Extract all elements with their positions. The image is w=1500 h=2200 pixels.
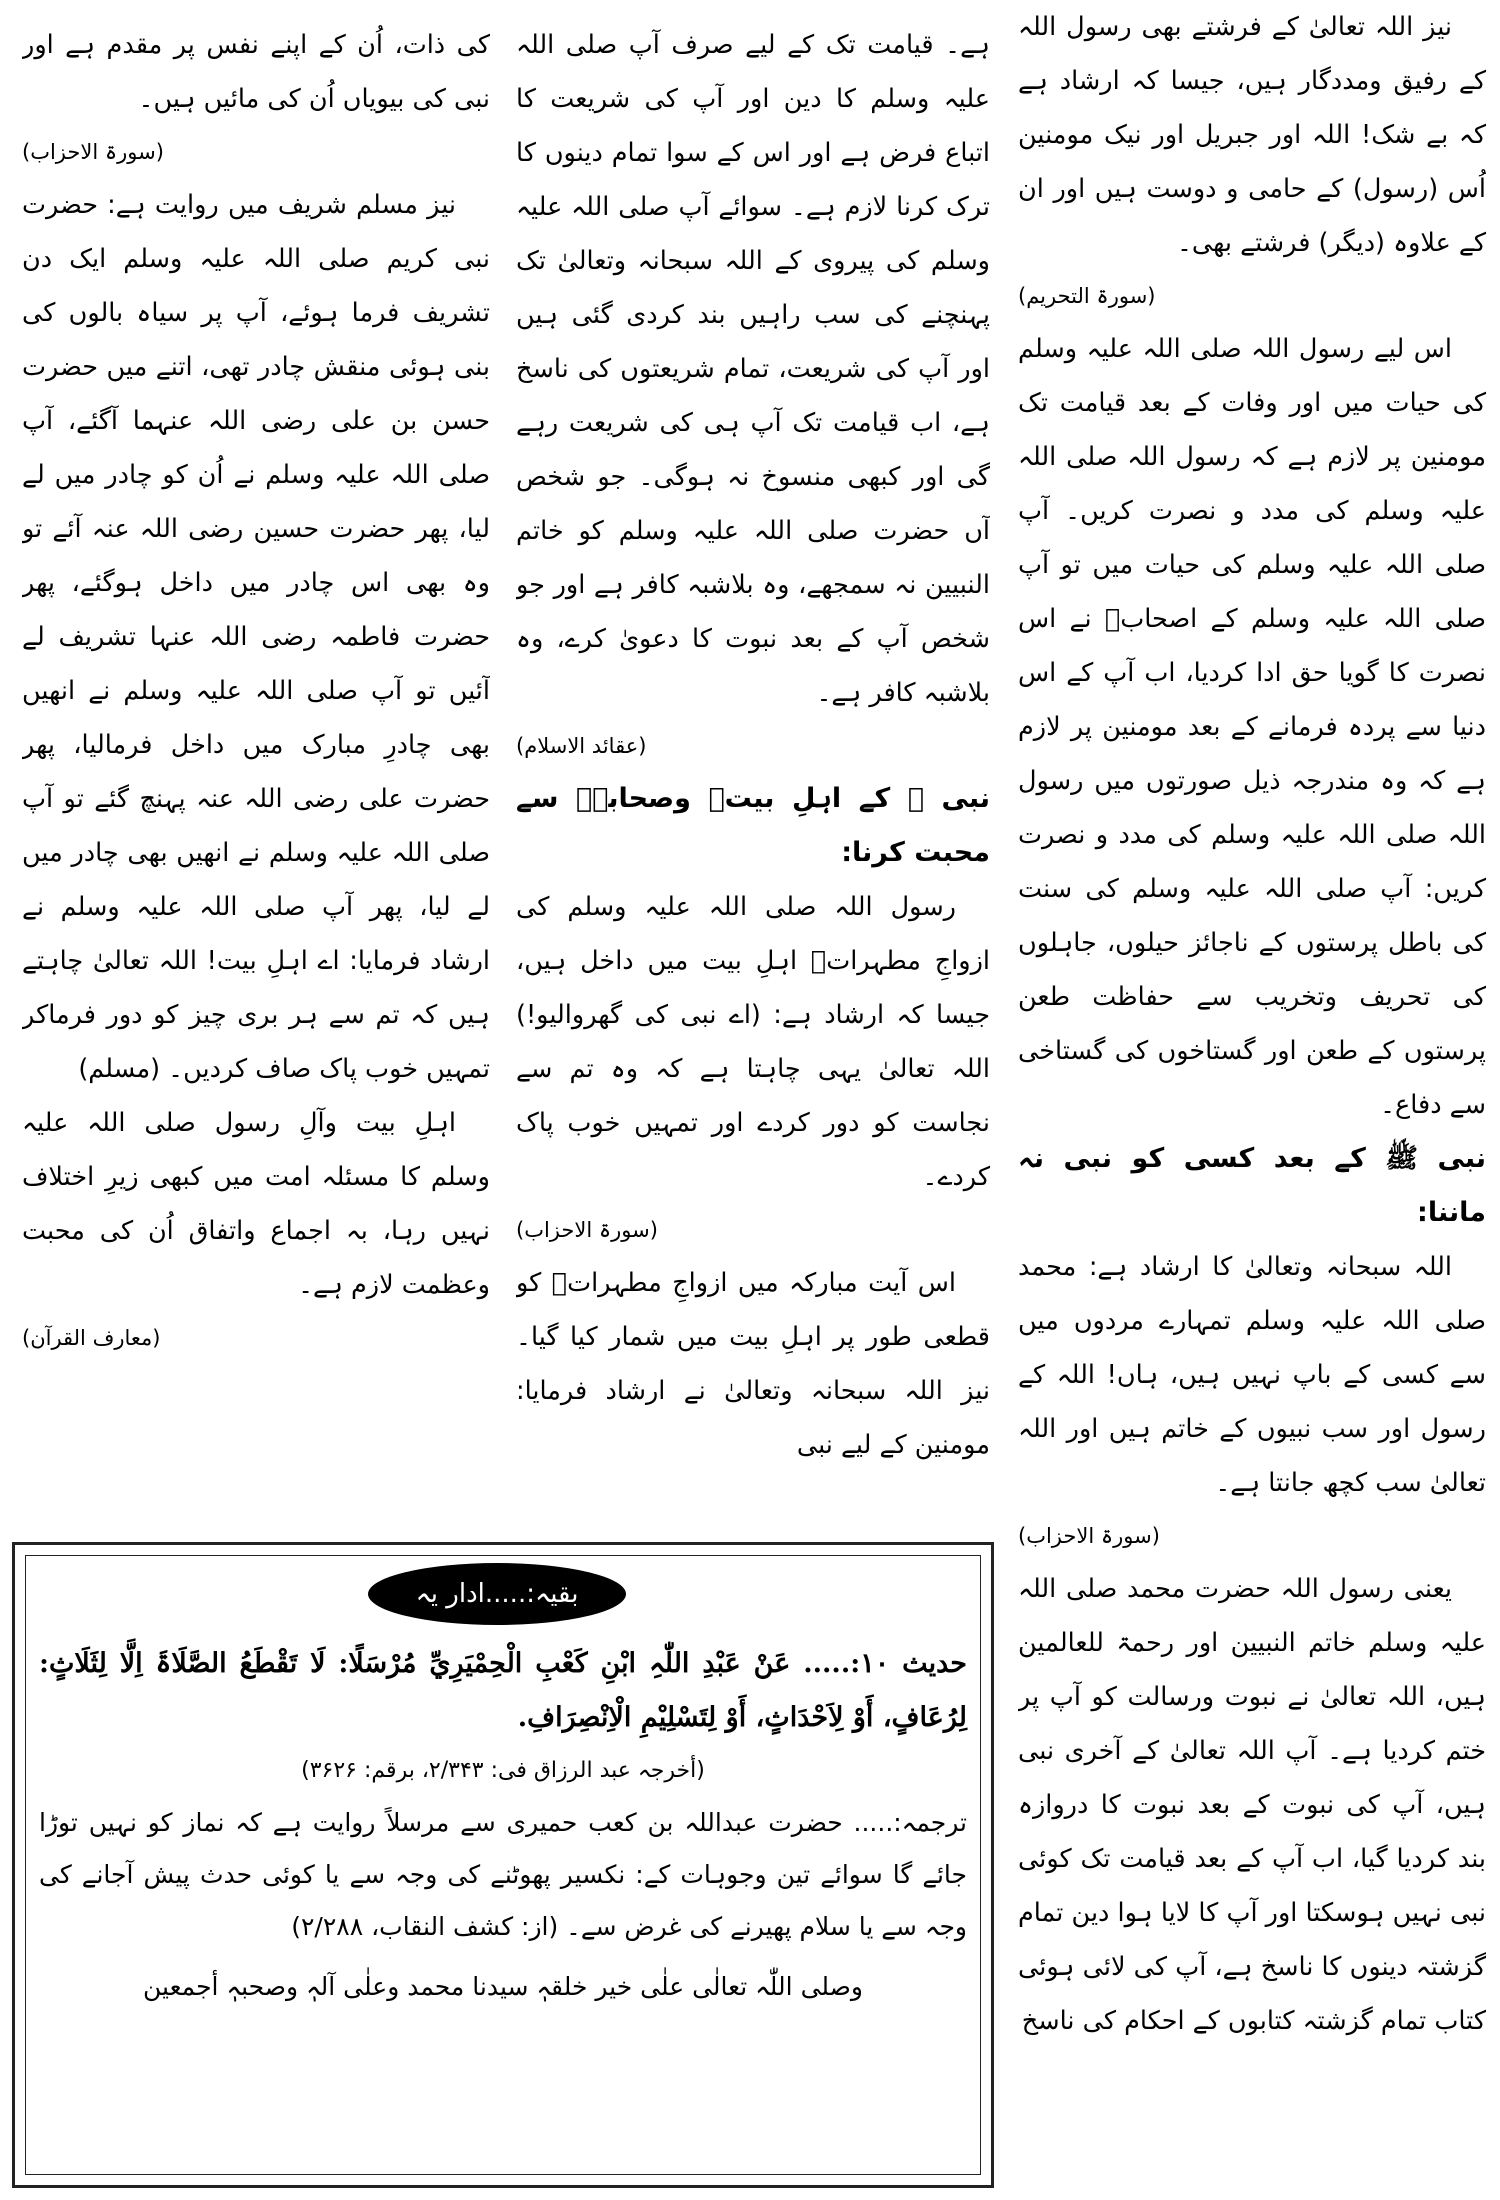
paragraph: کی ذات، اُن کے اپنے نفس پر مقدم ہے اور نبی کی بیویاں اُن کی مائیں ہیں۔ [22, 30, 490, 114]
source-citation: (سورۃ الاحزاب) [516, 1218, 658, 1242]
section-heading: نبی ﷺ کے بعد کسی کو نبی نہ ماننا: [1018, 1143, 1486, 1228]
paragraph: اللہ سبحانہ وتعالیٰ کا ارشاد ہے: محمد صلی اللہ علیہ وسلم تمہارے مردوں میں سے کسی کے باپ نہیں ہیں، ہاں! اللہ کے رسول اور سب نبیوں کے خاتم ہیں اور اللہ تعالیٰ سب کچھ جانتا ہے۔ [1018, 1252, 1486, 1498]
paragraph: یعنی رسول اللہ حضرت محمد صلی اللہ علیہ وسلم خاتم النبیین اور رحمۃ للعالمین ہیں، اللہ تعالیٰ نے نبوت ورسالت کو آپ پر ختم کردیا ہے۔ آپ اللہ تعالیٰ کے آخری نبی ہیں، آپ کی نبوت کے بعد نبوت کا دروازہ بند کردیا گیا، اب آپ کے بعد قیامت تک کوئی نبی نہیں ہوسکتا اور آپ کا لایا ہوا دین تمام گزشتہ دینوں کا ناسخ ہے، آپ کی لائی ہوئی کتاب تمام گزشتہ کتابوں کے احکام کی ناسخ [1018, 1574, 1486, 2036]
source-citation: (سورۃ الاحزاب) [22, 140, 164, 164]
hadith-reference: (أخرجہ عبد الرزاق فی: ۲/۳۴۳، برقم: ۳۶۲۶) [301, 1758, 705, 1783]
source-citation: (سورۃ التحریم) [1018, 284, 1156, 308]
source-citation: (سورۃ الاحزاب) [1018, 1524, 1160, 1548]
column-left [22, 18, 490, 1508]
column-right [1018, 0, 1486, 2196]
hadith-text [39, 1637, 967, 1745]
paragraph: اس لیے رسول اللہ صلی اللہ علیہ وسلم کی حیات میں اور وفات کے بعد قیامت تک مومنین پر لازم ہے کہ رسول اللہ صلی اللہ علیہ وسلم کی مدد و نصرت کریں۔ آپ صلی اللہ علیہ وسلم کی حیات میں تو آپ صلی اللہ علیہ وسلم کے اصحابؓ نے اس نصرت کا گویا حق ادا کردیا، اب آپ کے اس دنیا سے پردہ فرمانے کے بعد مومنین پر لازم ہے کہ وہ مندرجہ ذیل صورتوں میں رسول اللہ صلی اللہ علیہ وسلم کی مدد و نصرت کریں: آپ صلی اللہ علیہ وسلم کی سنت کی باطل پرستوں کے ناجائز حیلوں، جاہلوں کی تحریف وتخریب سے حفاظت طعن پرستوں کے طعن اور گستاخوں کی گستاخی سے دفاع۔ [1018, 334, 1486, 1120]
paragraph: نیز اللہ تعالیٰ کے فرشتے بھی رسول اللہ کے رفیق ومددگار ہیں، جیسا کہ ارشاد ہے کہ بے شک! اللہ اور جبریل اور نیک مومنین اُس (رسول) کے حامی و دوست ہیں اور ان کے علاوہ (دیگر) فرشتے بھی۔ [1018, 12, 1486, 258]
continuation-badge: بقیہ:.....ادار یہ [368, 1563, 626, 1625]
paragraph: اہلِ بیت وآلِ رسول صلی اللہ علیہ وسلم کا مسئلہ امت میں کبھی زیرِ اختلاف نہیں رہا، بہ اجماع واتفاق اُن کی محبت وعظمت لازم ہے۔ [22, 1108, 490, 1300]
hadith-label: حدیث ۱۰:..... [803, 1648, 967, 1679]
paragraph: اس آیت مبارکہ میں ازواجِ مطہراتؓ کو قطعی طور پر اہلِ بیت میں شمار کیا گیا۔ نیز اللہ سبحانہ وتعالیٰ نے ارشاد فرمایا: مومنین کے لیے نبی [516, 1268, 990, 1460]
section-heading: نبی ﷺ کے اہلِ بیتؓ وصحابہؓ سے محبت کرنا: [516, 783, 990, 868]
closing-salutation: وصلی اللّٰہ تعالٰی علٰی خیر خلقہٖ سیدنا محمد وعلٰی آلہٖ وصحبہٖ أجمعین [143, 1972, 863, 2001]
column-middle [516, 18, 990, 1510]
hadith-arabic: عَنْ عَبْدِ اللّٰہِ ابْنِ کَعْبِ الْحِمْیَرِيِّ مُرْسَلًا: لَا تَقْطَعُ الصَّلَاۃَ اِلَّا لِثَلَاثٍ: لِرُعَافٍ، أَوْ لِاَحْدَاثٍ، أَوْ لِتَسْلِیْمِ الْاِنْصِرَافِ. [39, 1648, 967, 1733]
source-citation: (عقائد الاسلام) [516, 734, 647, 758]
continuation-box [12, 1542, 994, 2188]
paragraph: رسول اللہ صلی اللہ علیہ وسلم کی ازواجِ مطہراتؓ اہلِ بیت میں داخل ہیں، جیسا کہ ارشاد ہے: (اے نبی کی گھروالیو!) اللہ تعالیٰ یہی چاہتا ہے کہ وہ تم سے نجاست کو دور کردے اور تمہیں خوب پاک کردے۔ [516, 892, 990, 1192]
source-citation: (معارف القرآن) [22, 1326, 161, 1350]
hadith-translation: ترجمہ:..... حضرت عبداللہ بن کعب حمیری سے مرسلاً روایت ہے کہ نماز کو نہیں توڑا جائے گا سوائے تین وجوہات کے: نکسیر پھوٹنے کی وجہ سے یا کوئی حدث پیش آجانے کی وجہ سے یا سلام پھیرنے کی غرض سے۔ (از: کشف النقاب، ۲/۲۸۸) [39, 1808, 967, 1941]
box-content [39, 1637, 967, 2175]
paragraph: نیز مسلم شریف میں روایت ہے: حضرت نبی کریم صلی اللہ علیہ وسلم ایک دن تشریف فرما ہوئے، آپ پر سیاہ بالوں کی بنی ہوئی منقش چادر تھی، اتنے میں حضرت حسن بن علی رضی اللہ عنہما آگئے، آپ صلی اللہ علیہ وسلم نے اُن کو چادر میں لے لیا، پھر حضرت حسین رضی اللہ عنہ آئے تو وہ بھی اس چادر میں داخل ہوگئے، پھر حضرت فاطمہ رضی اللہ عنہا تشریف لے آئیں تو آپ صلی اللہ علیہ وسلم نے انھیں بھی چادرِ مبارک میں داخل فرمالیا، پھر حضرت علی رضی اللہ عنہ پہنچ گئے تو آپ صلی اللہ علیہ وسلم نے انھیں بھی چادر میں لے لیا، پھر آپ صلی اللہ علیہ وسلم نے ارشاد فرمایا: اے اہلِ بیت! اللہ تعالیٰ چاہتے ہیں کہ تم سے ہر بری چیز کو دور فرماکر تمہیں خوب پاک صاف کردیں۔ (مسلم) [22, 190, 490, 1084]
paragraph: ہے۔ قیامت تک کے لیے صرف آپ صلی اللہ علیہ وسلم کا دین اور آپ کی شریعت کا اتباع فرض ہے اور اس کے سوا تمام دینوں کا ترک کرنا لازم ہے۔ سوائے آپ صلی اللہ علیہ وسلم کی پیروی کے اللہ سبحانہ وتعالیٰ تک پہنچنے کی سب راہیں بند کردی گئی ہیں اور آپ کی شریعت، تمام شریعتوں کی ناسخ ہے، اب قیامت تک آپ ہی کی شریعت رہے گی اور کبھی منسوخ نہ ہوگی۔ جو شخص آں حضرت صلی اللہ علیہ وسلم کو خاتم النبیین نہ سمجھے، وہ بلاشبہ کافر ہے اور جو شخص آپ کے بعد نبوت کا دعویٰ کرے، وہ بلاشبہ کافر ہے۔ [516, 30, 990, 708]
